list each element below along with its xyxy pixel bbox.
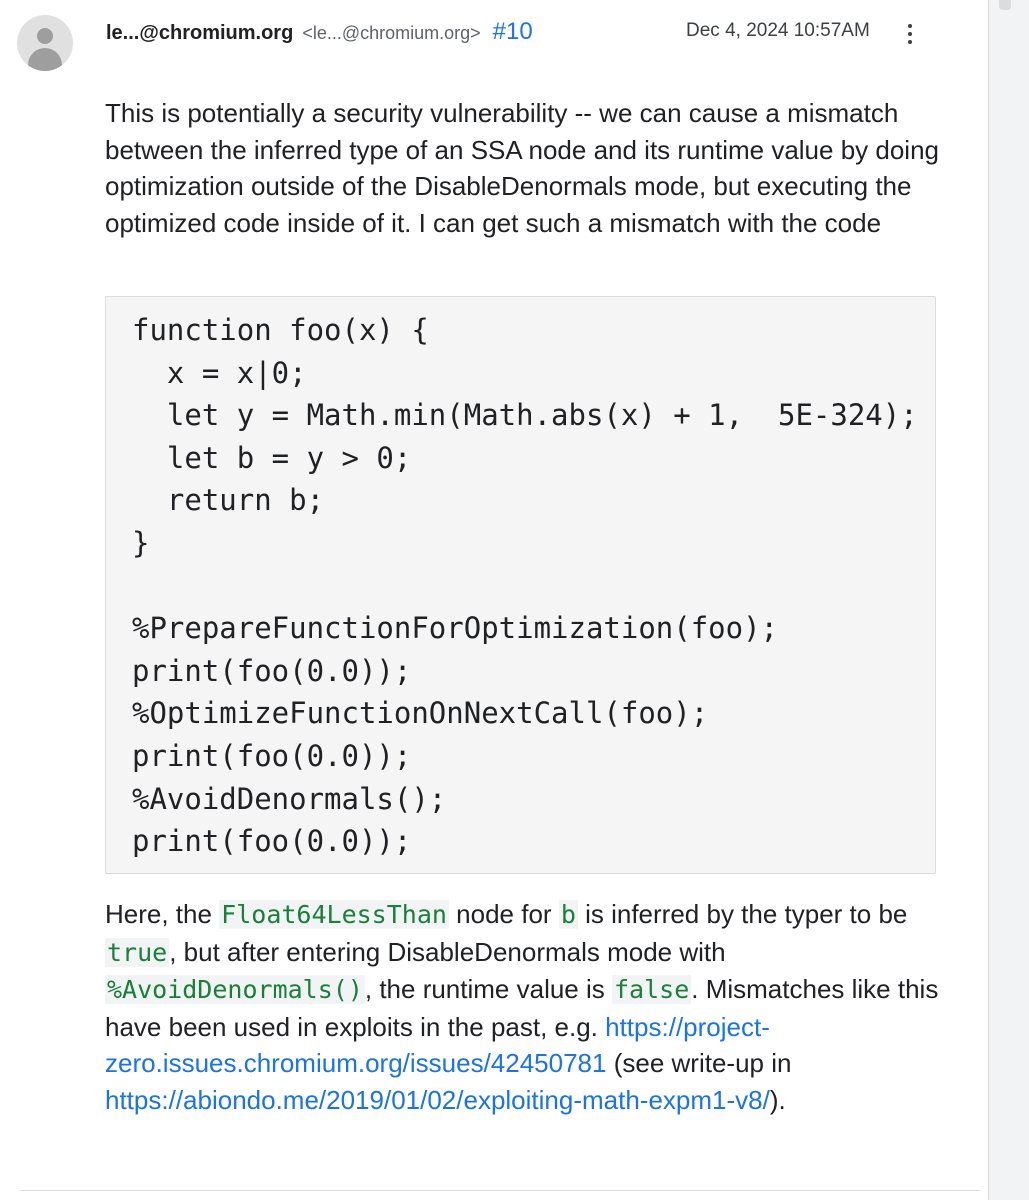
more-dot <box>908 24 912 28</box>
code-line: %AvoidDenormals(); <box>132 781 447 816</box>
text-segment: ). <box>769 1084 786 1115</box>
code-line: let b = y > 0; <box>132 440 412 475</box>
code-line: } <box>132 525 150 560</box>
scrollbar-thumb[interactable] <box>999 0 1011 10</box>
inline-code-b: b <box>560 900 576 929</box>
text-segment: . Mismatches like this have been used in exploits in the past, e.g. <box>105 974 939 1042</box>
code-line: x = x|0; <box>132 355 307 390</box>
inline-code-false: false <box>614 975 690 1004</box>
project-zero-issue-link[interactable]: https://project-zero.issues.chromium.org/issues/42450781 <box>105 1011 770 1078</box>
comment-timestamp: Dec 4, 2024 10:57AM <box>686 20 870 41</box>
right-scroll-rail[interactable] <box>988 0 1029 1200</box>
code-line: %PrepareFunctionForOptimization(foo); <box>132 611 779 646</box>
text-segment: node for <box>448 899 559 929</box>
inline-code-true: true <box>107 937 168 967</box>
comment-number-link[interactable]: #10 <box>492 18 533 45</box>
code-line: function foo(x) { <box>132 313 429 347</box>
comment-divider <box>20 1190 980 1191</box>
avatar-body <box>28 48 62 71</box>
code-line: print(foo(0.0)); <box>132 653 412 688</box>
inline-code-float64lessthan: Float64LessThan <box>221 900 447 929</box>
comment-header <box>106 18 533 52</box>
code-block <box>105 296 936 874</box>
more-dot <box>908 32 912 36</box>
text-segment: , the runtime value is <box>364 974 612 1004</box>
code-line: let y = Math.min(Math.abs(x) + 1, 5E-324); <box>132 398 918 433</box>
code-line: print(foo(0.0)); <box>132 824 412 859</box>
code-line: %OptimizeFunctionOnNextCall(foo); <box>132 696 709 731</box>
inline-code-avoid-denormals: %AvoidDenormals() <box>107 975 363 1004</box>
person-avatar-icon <box>17 15 73 71</box>
comment-paragraph-explanation <box>105 896 945 1118</box>
more-dot <box>908 40 912 44</box>
code-content <box>132 309 918 863</box>
text-segment: Here, the <box>105 899 220 929</box>
text-segment: , but after entering DisableDenormals mode with <box>169 936 726 967</box>
text-segment: (see write-up in <box>606 1048 792 1078</box>
author-name[interactable]: le...@chromium.org <box>106 22 294 44</box>
abiondo-writeup-link[interactable]: https://abiondo.me/2019/01/02/exploiting-math-expm1-v8/ <box>105 1084 770 1115</box>
text-segment: is inferred by the typer to be <box>577 899 908 929</box>
comment-paragraph-intro: This is potentially a security vulnerability -- we can cause a mismatch between the inferred type of an SSA node and its runtime value by doing optimization outside of the DisableDenormals mode, but executing the optimized code inside of it. I can get such a mismatch with the code <box>105 98 939 238</box>
avatar-head <box>37 28 53 44</box>
code-line: return b; <box>132 483 325 518</box>
author-email: <le...@chromium.org> <box>302 23 481 43</box>
code-line: print(foo(0.0)); <box>132 738 412 773</box>
more-vert-icon[interactable] <box>900 22 920 46</box>
code-line <box>132 565 918 608</box>
